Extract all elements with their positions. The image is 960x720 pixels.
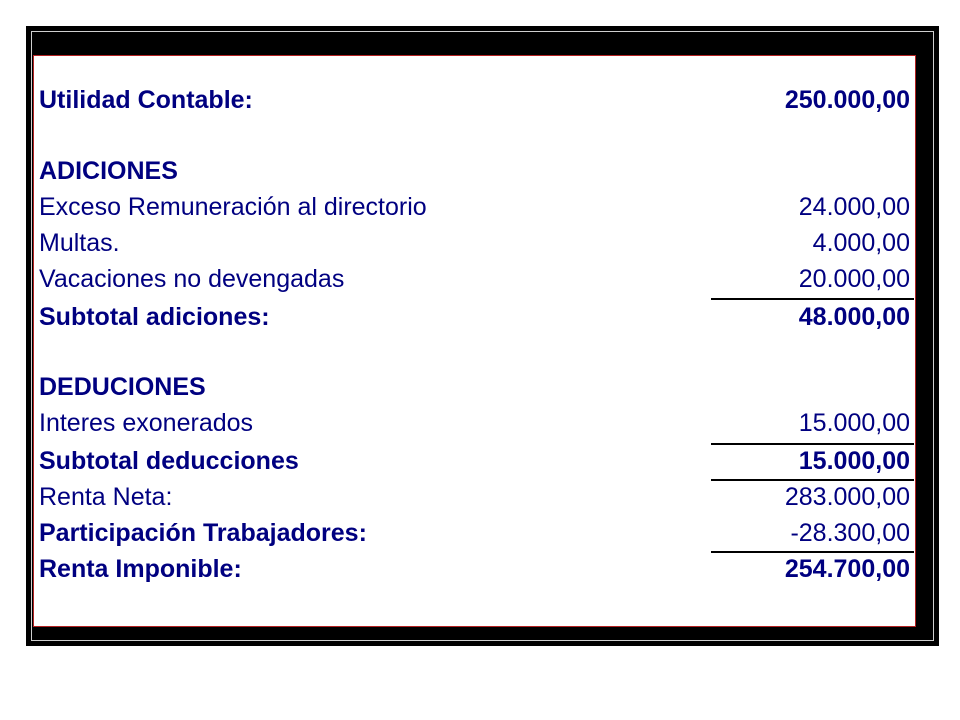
section-heading: ADICIONES [39,157,178,185]
row-value: 254.700,00 [784,555,910,583]
row-value: 4.000,00 [812,229,910,257]
row-subtotal-adiciones [34,300,915,336]
row-subtotal-deducciones [34,444,915,480]
row-value: 15.000,00 [798,409,910,437]
row-value: 283.000,00 [784,483,910,511]
row-value: 20.000,00 [798,265,910,293]
row-multas [34,226,915,262]
section-heading-adiciones [34,154,915,190]
row-participacion-trabajadores [34,516,915,552]
row-label: Participación Trabajadores: [39,519,367,547]
row-interes-exonerados [34,406,915,442]
row-label: Renta Imponible: [39,555,242,583]
row-label: Subtotal adiciones: [39,303,270,331]
row-vacaciones [34,262,915,298]
row-exceso-remuneracion [34,190,915,226]
section-heading: DEDUCIONES [39,373,206,401]
row-value: 15.000,00 [798,447,910,475]
section-heading-deduciones [34,370,915,406]
row-value: 250.000,00 [784,86,910,114]
row-value: 24.000,00 [798,193,910,221]
row-label: Vacaciones no devengadas [39,265,345,293]
row-value: 48.000,00 [798,303,910,331]
row-label: Multas. [39,229,120,257]
row-renta-imponible [34,552,915,588]
row-renta-neta [34,480,915,516]
row-label: Subtotal deducciones [39,447,299,475]
row-label: Utilidad Contable: [39,86,253,114]
row-utilidad-contable [34,83,915,119]
row-value: -28.300,00 [790,519,910,547]
income-statement-table [33,55,916,627]
slide-frame [26,26,939,646]
row-label: Exceso Remuneración al directorio [39,193,427,221]
row-label: Interes exonerados [39,409,254,437]
row-label: Renta Neta: [39,483,173,511]
